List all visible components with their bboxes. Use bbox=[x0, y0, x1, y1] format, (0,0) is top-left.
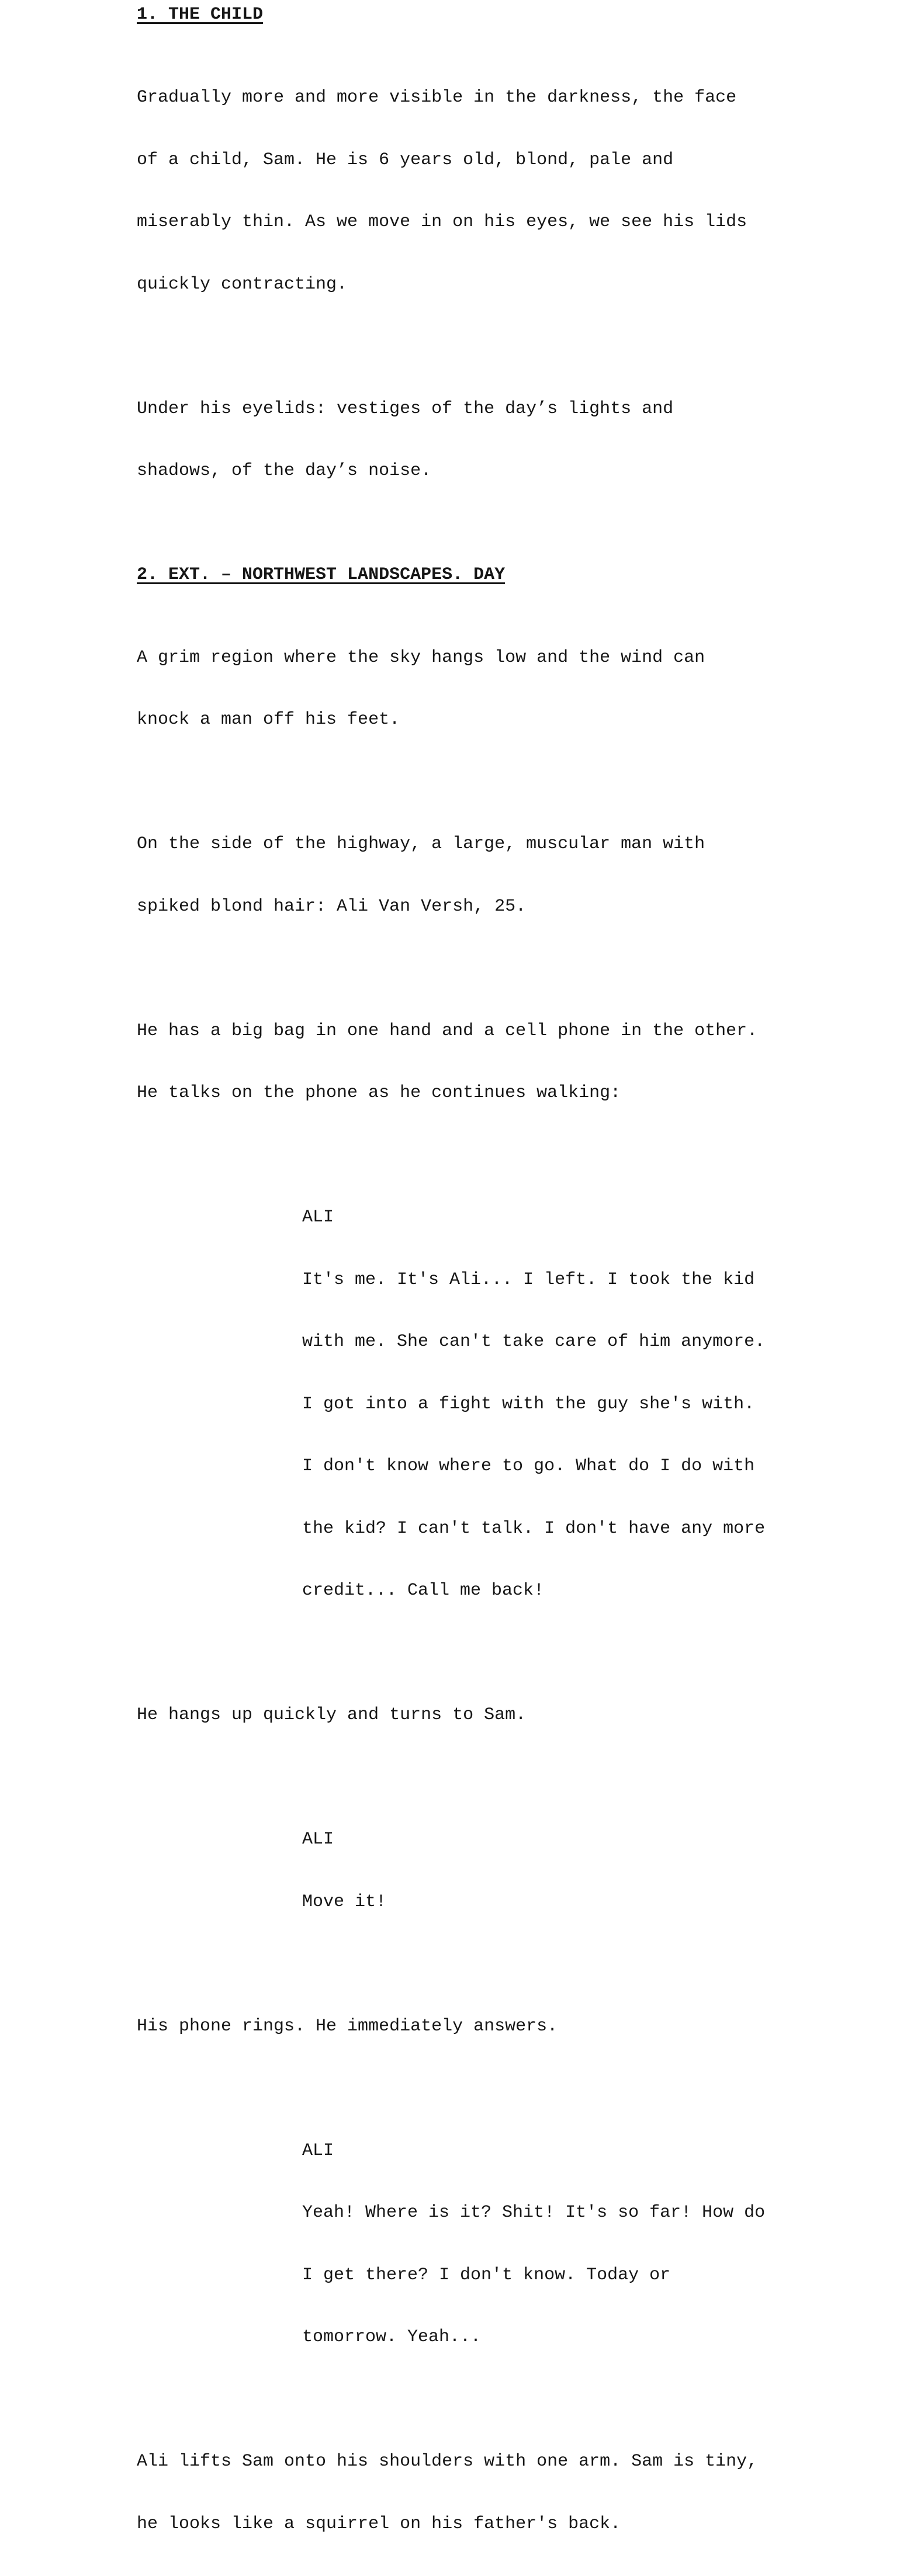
dialogue-line: I don't know where to go. What do I do with bbox=[302, 1456, 755, 1476]
action-line: Ali lifts Sam onto his shoulders with one arm. Sam is tiny, bbox=[137, 2452, 758, 2471]
action-paragraph bbox=[137, 1664, 907, 1768]
dialogue-block bbox=[302, 1788, 907, 1954]
action-paragraph bbox=[137, 980, 907, 1145]
action-paragraph bbox=[137, 606, 907, 772]
dialogue-line: with me. She can't take care of him anymore. bbox=[302, 1332, 766, 1352]
scene-heading: 2. EXT. – NORTHWEST LANDSCAPES. DAY bbox=[137, 564, 506, 585]
action-line: Gradually more and more visible in the darkness, the face bbox=[137, 88, 737, 107]
action-paragraph bbox=[137, 2410, 907, 2576]
dialogue-line: credit... Call me back! bbox=[302, 1581, 545, 1601]
dialogue-line: the kid? I can't talk. I don't have any more bbox=[302, 1518, 766, 1539]
dialogue-line: I got into a fight with the guy she's with. bbox=[302, 1394, 755, 1414]
action-line: A grim region where the sky hangs low and the wind can bbox=[137, 647, 705, 668]
action-line: miserably thin. As we move in on his eyes, we see his lids bbox=[137, 212, 747, 232]
dialogue-line: It's me. It's Ali... I left. I took the kid bbox=[302, 1269, 755, 1290]
action-line: spiked blond hair: Ali Van Versh, 25. bbox=[137, 896, 527, 916]
character-name: ALI bbox=[302, 2140, 334, 2161]
action-line: quickly contracting. bbox=[137, 274, 348, 294]
action-line: he looks like a squirrel on his father's back. bbox=[137, 2513, 621, 2534]
scene-heading: 1. THE CHILD bbox=[137, 5, 264, 25]
action-line: On the side of the highway, a large, muscular man with bbox=[137, 834, 705, 854]
action-line: He has a big bag in one hand and a cell phone in the other. bbox=[137, 1020, 758, 1041]
dialogue-line: I get there? I don't know. Today or bbox=[302, 2265, 671, 2285]
action-line: He talks on the phone as he continues walking: bbox=[137, 1083, 621, 1103]
dialogue-line: Yeah! Where is it? Shit! It's so far! How do bbox=[302, 2203, 766, 2223]
action-paragraph bbox=[137, 1975, 907, 2079]
dialogue-line: Move it! bbox=[302, 1891, 387, 1912]
dialogue-block bbox=[302, 2099, 907, 2390]
action-line: His phone rings. He immediately answers. bbox=[137, 2016, 558, 2036]
character-name: ALI bbox=[302, 1207, 334, 1227]
character-name: ALI bbox=[302, 1829, 334, 1849]
action-line: He hangs up quickly and turns to Sam. bbox=[137, 1705, 527, 1725]
action-paragraph bbox=[137, 357, 907, 523]
action-paragraph bbox=[137, 46, 907, 336]
action-line: shadows, of the day’s noise. bbox=[137, 461, 432, 481]
action-line: of a child, Sam. He is 6 years old, blond, pale and bbox=[137, 150, 674, 170]
action-line: Under his eyelids: vestiges of the day’s lights and bbox=[137, 398, 674, 419]
dialogue-block bbox=[302, 1166, 907, 1643]
action-paragraph bbox=[137, 793, 907, 959]
action-line: knock a man off his feet. bbox=[137, 710, 400, 730]
dialogue-line: tomorrow. Yeah... bbox=[302, 2327, 482, 2347]
